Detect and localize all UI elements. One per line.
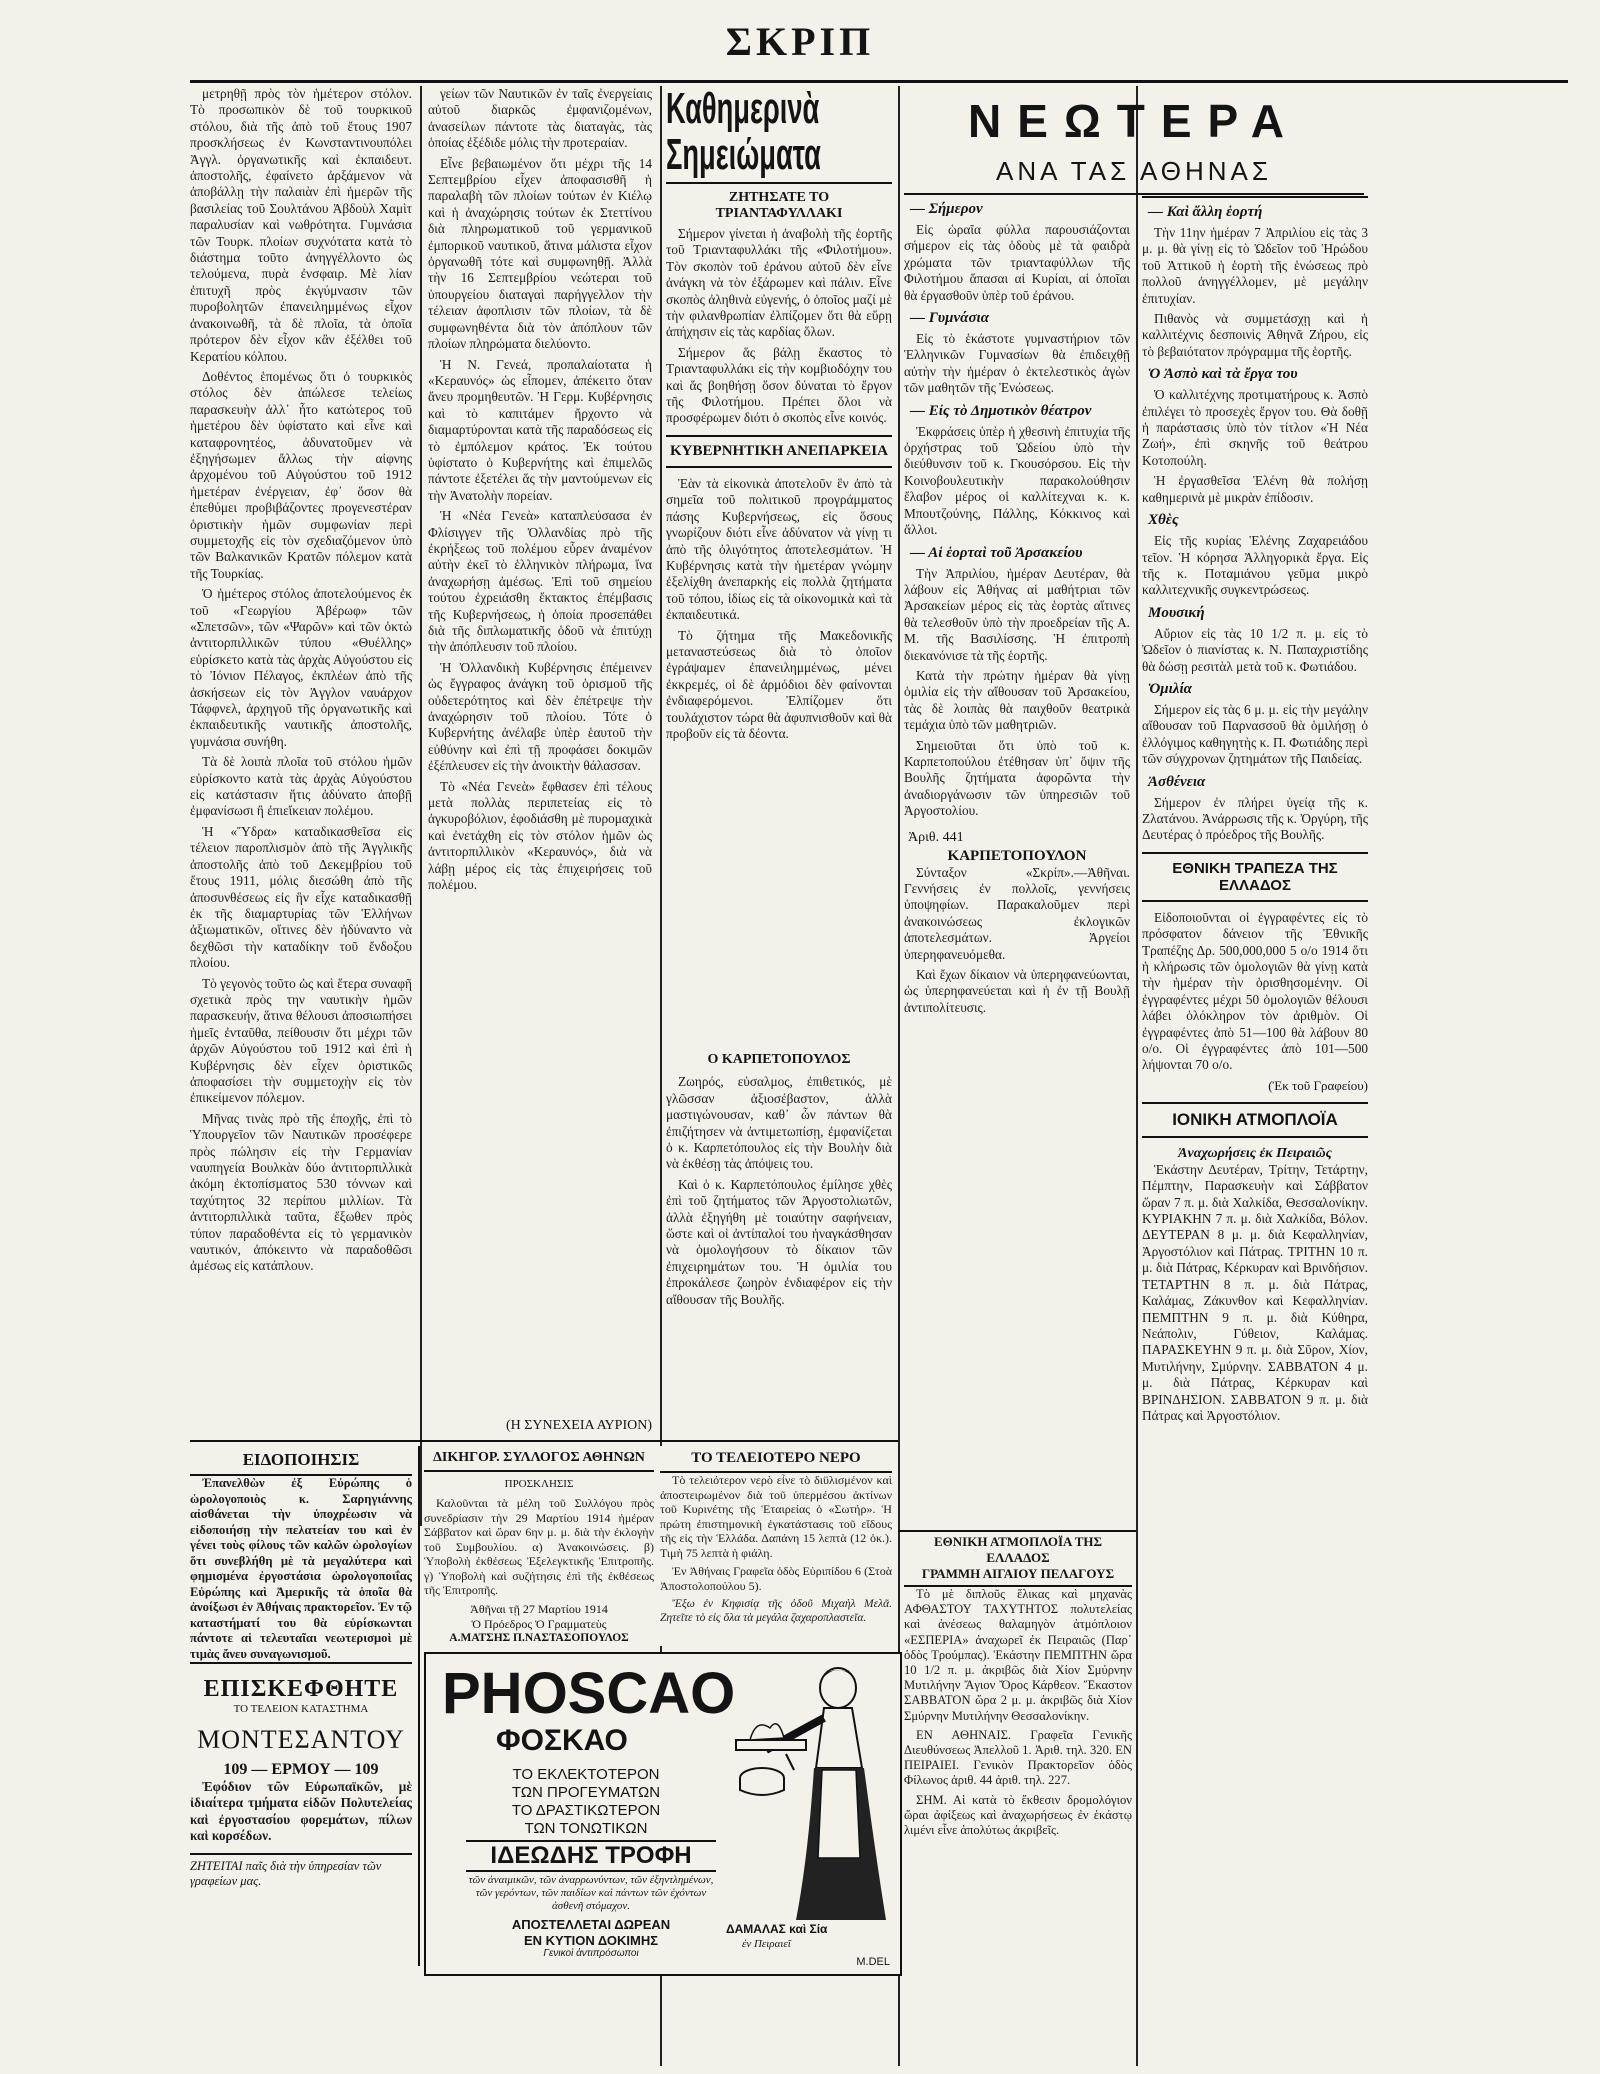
news-paragraph: Σημειοῦται ὅτι ὑπὸ τοῦ κ. Καρπετοπούλου ἐτέθησαν ὑπ᾿ ὄψιν τῆς Βουλῆς ζητήματα ἀφορῶντα τὴν ἀναδιοργάνωσιν τῶν ὑπηρεσιῶν τοῦ Ἀργοστολίου. [904, 737, 1130, 819]
article-column-1 [190, 86, 412, 1446]
news-subtitle: ΑΝΑ ΤΑΣ ΑΘΗΝΑΣ [904, 156, 1364, 195]
ad-subtitle: ΤΟ ΤΕΛΕΙΟΝ ΚΑΤΑΣΤΗΜΑ [233, 1703, 369, 1715]
news-title: ΝΕΩΤΕΡΑ [967, 95, 1301, 147]
bank-notice-title: ΕΘΝΙΚΗ ΤΡΑΠΕΖΑ ΤΗΣ ΕΛΛΑΔΟΣ [1142, 852, 1368, 902]
news-paragraph: Τὴν Ἀπριλίου, ἡμέραν Δευτέραν, θὰ λάβουν εἰς Ἀθήνας αἱ μαθήτριαι τῶν Ἀρσακείων μέρος εἰς τὰς ἑορτὰς αἵτινες θὰ τελεσθοῦν ὑπὸ τὴν προεδρείαν τῆς Α. Μ. τῆς Βασιλίσσης. Ἡ ἐπιτροπὴ διεκανόνισε τὰ τῆς ἑορτῆς. [904, 565, 1130, 663]
section-title: Καθημερινὰ Σημειώματα [666, 84, 821, 179]
tagline: ΤΟ ΔΡΑΣΤΙΚΩΤΕΡΟΝ [511, 1802, 661, 1819]
news-heading: Ὁ Ἀσπὸ καὶ τὰ ἔργα του [1148, 366, 1298, 383]
ad-footer: Ἔξω ἐν Κηφισίᾳ τῆς ὁδοῦ Μιχαὴλ Μελᾶ. Ζητεῖτε τὸ εἰς ὅλα τὰ μεγάλα ζαχαροπλαστεῖα. [660, 1598, 892, 1624]
telegram-text: Σύνταξον «Σκρίπ».—Ἀθῆναι. Γεννήσεις ἐν πολλοῖς, γεννήσεις ὑποψηφίων. Παρακαλοῦμεν περὶ ἀνακοινώσεως ἐκλογικῶν ἀποτελεσμάτων. Ἀργείοι ὑπερηφανευόμεθα. [904, 864, 1130, 962]
telegram-recipient: ΚΑΡΠΕΤΟΠΟΥΛΟΝ [947, 847, 1087, 864]
news-heading: — Σήμερον [910, 201, 983, 217]
notice-title: ΕΙΔΟΠΟΙΗΣΙΣ [190, 1446, 412, 1476]
ad-address: ΕΝ ΑΘΗΝΑΙΣ. Γραφεῖα Γενικῆς Διευθύνσεως Ἀπελλοῦ 1. Ἀριθ. τηλ. 320. ΕΝ ΠΕΙΡΑΙΕΙ. Γενικὸν Πρακτορεῖον ὁδὸς Φίλωνος ἀριθ. 44 ἀριθ. τηλ. 227. [904, 1727, 1132, 1788]
water-ad [660, 1446, 892, 1646]
agents-label: Γενικοὶ ἀντιπρόσωποι [543, 1948, 639, 1959]
news-heading: — Αἱ ἑορταὶ τοῦ Ἀρσακείου [910, 544, 1083, 561]
maid-illustration-icon [726, 1658, 896, 1928]
article-paragraph: Δοθέντος ἑπομένως ὅτι ὁ τουρκικὸς στόλος δὲν ἀπώλεσε τελείως παρασκευὴν ἀλλ᾿ ἦτο κατώτερος τοῦ ἡμετέρου δὲν ὑφίστατο καὶ εἶνε καὶ καταφρονητέος, ἀδυνατοῦμεν νὰ ἐξηγήσωμεν ἄλλως τὴν αἰφνης ἀρχομένου τοῦ Αὐγούστου τοῦ 1912 ἡμετέραν ἐνέργειαν, ἐφ᾿ ὅσον θὰ ἐπεθύμει προβιβάζοντες προγενεστέραν ὁριστικὴν ἡμῶν συμφωνίαν περὶ συμμετοχῆς εἰς τὸν σχεδιαζόμενον ὑπὸ τῶν Βαλκανικῶν Κρατῶν πόλεμον κατὰ τῆς Τουρκίας. [190, 368, 412, 581]
ad-subtitle: ΓΡΑΜΜΗ ΑΙΓΑΙΟΥ ΠΕΛΑΓΟΥΣ [904, 1566, 1132, 1587]
ad-text: Τὸ τελειότερον νερὸ εἶνε τὸ διϋλισμένον καὶ ἀποστειρωμένον διὰ τοῦ ὑπερμέσου ἀκτίνων τοῦ Κυρινέτης τῆς Ἑταιρείας ὁ «Σωτήρ». Ἡ πρώτη ἐπιστημονικὴ ἐγκατάστασις τοῦ εἴδους τῆς εἰς τὴν Ἑλλάδα. Δαπάνη 15 λεπτὰ (12 ὀκ.). Τιμὴ 75 λεπτὰ ἡ φιάλη. [660, 1473, 892, 1560]
notice-text: Καλοῦνται τὰ μέλη τοῦ Συλλόγου πρὸς συνεδρίασιν τὴν 29 Μαρτίου 1914 ἡμέραν Σάββατον καὶ ὥραν 6ην μ. μ. διὰ τὴν ἐκλογὴν τοῦ Συμβουλίου. α) Ἀνακοινώσεις. β) Ὑποβολὴ ἐκθέσεως Ἐξελεγκτικῆς Ἐπιτροπῆς. γ) Ὑποβολὴ καὶ συζήτησις ἐπὶ τῆς ἐκθέσεως τῆς Ἐπιτροπῆς. [424, 1496, 654, 1597]
tagline: ΤΟ ΕΚΛΕΚΤΟΤΕΡΟΝ [512, 1766, 660, 1783]
article-paragraph: Ἡ «Ὕδρα» καταδικασθεῖσα εἰς τέλειον παροπλισμὸν ἀπὸ τῆς Ἀγγλικῆς ἀποστολῆς ἀπὸ τοῦ Δεκεμβρίου τοῦ ἔτους 1911, μόλις διεσώθη ἀπὸ τῆς ἀποσυνθέσεως εἰς ἣν εἶχε καταδικασθῇ ἐκ τῆς διαμαρτυρίας τῶν Ἑλλήνων ἀξιωματικῶν, οἵτινες δὲν ἠδύναντο νὰ δεχθῶσι τὴν καταδίκην τοῦ ἔνδοξου πλοίου. [190, 823, 412, 971]
ad-title: ΕΘΝΙΚΗ ΑΤΜΟΠΛΟΪΑ ΤΗΣ ΕΛΛΑΔΟΣ [934, 1534, 1102, 1565]
news-paragraph: Ἐκφράσεις ὑπὲρ ἡ χθεσινὴ ἐπιτυχία τῆς ὀρχήστρας τοῦ Ὠδείου ὑπὸ τὴν διεύθυνσιν τοῦ κ. Γκουσόρσου. Εἰς τὴν Κοινοβουλευτικὴν παρακολούθησιν ἔλαβον μέρος οἱ καλλίτεχναι κ. κ. Μπουτζούνης, Πάλλης, Κόκκινος καὶ ἄλλοι. [904, 423, 1130, 538]
tagline: ΤΩΝ ΠΡΟΓΕΥΜΑΤΩΝ [511, 1784, 661, 1801]
article-paragraph: Καὶ ὁ κ. Καρπετόπουλος ἐμίλησε χθὲς ἐπὶ τοῦ ζητήματος τῶν Ἀργοστολιωτῶν, ἀλλὰ ἐξηγήθη μὲ τοιαύτην σαφήνειαν, ὥστε καὶ οἱ ἀντίπαλοί του ἠναγκάσθησαν νὰ ὁμολογήσουν τὸ δίκαιον τῶν ἐπιχειρημάτων του. Ἡ ὁμιλία του ἐπροκάλεσε ζωηρὸν ἐνδιαφέρον εἰς τὴν αἴθουσαν τῆς Βουλῆς. [666, 1176, 892, 1307]
column-divider [1136, 86, 1138, 2066]
tagline: ΤΩΝ ΤΟΝΩΤΙΚΩΝ [524, 1820, 648, 1837]
notice-title: ΔΙΚΗΓΟΡ. ΣΥΛΛΟΓΟΣ ΑΘΗΝΩΝ [424, 1446, 654, 1472]
news-paragraph: Ἡ ἐργασθεῖσα Ἑλένη θὰ πολήσῃ καθημερινὰ μὲ μικρὰν ἐπίδοσιν. [1142, 473, 1368, 505]
news-heading: — Εἰς τὸ Δημοτικὸν θέατρον [910, 402, 1092, 419]
notice-text: Ἐπανελθὼν ἐξ Εὐρώπης ὁ ὡρολογοποιὸς κ. Σαρηγιάννης αἰσθάνεται τὴν ὑποχρέωσιν νὰ εἰδοποιήσῃ τὴν πελατείαν του καὶ ἐν γένει τοὺς φίλους τῶν καλῶν ὡρολογίων ὅτι συνεβλήθη μὲ τὰ μεγαλύτερα καὶ φημισμένα ἐργοστάσια ὡρολογοποιΐας Εὐρώπης καὶ Ἀμερικῆς τὰ ὁποῖα θὰ ἀνοίξωσι ἐν Ἀθήναις πρακτορεῖον. Ἐν τῷ καταστήματί του θὰ εὑρίσκωνται πάντοτε αἱ τελευταῖαι νεωτερισμοὶ μὲ τιμὰς ἄνευ συναγωνισμοῦ. [190, 1476, 412, 1661]
column-divider [420, 86, 422, 1526]
article-paragraph: Σήμερον γίνεται ἡ ἀναβολὴ τῆς ἑορτῆς τοῦ Τριανταφυλλάκι τῆς «Φιλοτήμου». Τὸν σκοπὸν τοῦ ἐράνου αὐτοῦ δὲν εἶνε ἀνάγκη νὰ τὸν ἐξάρωμεν καὶ πάλιν. Εἶνε σκοπὸς ἀληθινὰ εὐγενής, ὁ ὁποῖος μαζί μὲ τὴν φιλανθρωπίαν ἐλπίζομεν ὅτι θὰ εὕρῃ ἀπήχησιν εἰς τὰς καρδίας ὅλων. [666, 226, 892, 340]
ad-note: ΣΗΜ. Αἱ κατὰ τὸ ἔκθεσιν δρομολόγιον ὥραι ἀφίξεως καὶ ἀναχωρήσεως ἐν ἑκάστῳ λιμένι εἶνε ἀπολύτως ἀκριβεῖς. [904, 1792, 1132, 1838]
watchmaker-notice [190, 1446, 412, 1661]
news-heading: Χθὲς [1148, 512, 1179, 529]
article-paragraph: Σήμερον ἅς βάλῃ ἕκαστος τὸ Τριανταφυλλάκι εἰς τὴν κομβιοδόχην του καὶ ἅς βοηθήσῃ ὅσον δύναται τὸ ἔργον τῆς Φιλοτήμου. Πρέπει ὅλοι νὰ προσφέρωμεν διότι ὁ σκοπὸς εἶνε κοινός. [666, 344, 892, 426]
notice-names: Α.ΜΑΤΣΗΣ Π.ΝΑΣΤΑΣΟΠΟΥΛΟΣ [449, 1631, 629, 1644]
free-sample-line: ΕΝ ΚΥΤΙΟΝ ΔΟΚΙΜΗΣ [523, 1933, 659, 1948]
news-paragraph: Πιθανὸς νὰ συμμετάσχῃ καὶ ἡ καλλιτέχνις δεσποινὶς Ἀθηνᾶ Ζήρου, εἰς τὸ βεβαιότατον πρόγραμμα τῆς ἑορτῆς. [1142, 311, 1368, 359]
lawyers-association-notice [424, 1446, 654, 1646]
masthead: ΣΚΡΙΠ [725, 19, 875, 64]
article-heading: ΚΥΒΕΡΝΗΤΙΚΗ ΑΝΕΠΑΡΚΕΙΑ [666, 435, 892, 468]
news-paragraph: Εἰς τῆς κυρίας Ἑλένης Ζαχαρειάδου τεῖον. Ἡ κόρησα Ἀλληγορικὰ ἔργα. Εἰς τῆς κ. Ποταμιάνου γεῦμα μικρὸ καλλιτεχνικῆς συγκεντρώσεως. [1142, 533, 1368, 598]
store-address: 109 — ΕΡΜΟΥ — 109 [223, 1761, 379, 1778]
article-paragraph: μετρηθῇ πρὸς τὸν ἡμέτερον στόλον. Τὸ προσωπικὸν δὲ τοῦ τουρκικοῦ στόλου, διὰ τῆς ἀπὸ τοῦ ἔτους 1907 προσκλήσεως ἐν Κωνσταντινουπόλει Ἀγγλ. ὀργανωτικῆς καὶ ἐκπαιδευτ. ἀποστολῆς, ἐφαίνετο ἀρξάμενον νὰ ἀποβάλλῃ τὴν παλαιὰν ἐπὶ ἡμερῶν τῆς βασιλείας τοῦ Σουλτάνου Ἀβδοὺλ Χαμὶτ παραλυσίαν καὶ νωθρότητα. Γυμνάσια τῶν Τουρκ. πλοίων συχνότατα κατὰ τὸ διάστημα τοῦτο ἀνηγγέλλοντο ὡς τελούμενα, πυρὰ ἐνσφαιρ. Μὲ λίαν ἐπιτυχῆ πρὸς ἐκγύμνασιν τῶν πυροβολητῶν ἐπανειλημμένως εἶχον ἀνακοινωθῆ, τὰ δὲ πλοῖα, τὰ ὁποῖα πρότερον δὲν εἶχον κἂν ἐξέλθει τοῦ Κερατίου κόλπου. [190, 86, 412, 364]
article-heading: ΖΗΤΗΣΑΤΕ ΤΟ ΤΡΙΑΝΤΑΦΥΛΛΑΚΙ [715, 190, 843, 221]
bank-notice-text: Εἰδοποιοῦνται οἱ ἐγγραφέντες εἰς τὸ πρόσφατον δάνειον τῆς Ἐθνικῆς Τραπέζης Δρ. 500,000,000 5 ο/ο 1914 ὅτι ἡ κλήρωσις τῶν ὁμολογιῶν θὰ γίνῃ κατὰ τὴν ἡμέραν τὴν ὁρισθησομένην. Οἱ ἐγγραφέντες μέχρι 50 ὁμολογιῶν θέλουσι λάβει ὁλόκληρον τὸν ἀριθμὸν. Οἱ ἐγγραφέντες ἀπὸ 51—100 θὰ λάβουν 80 ο/ο. Οἱ ἐγγραφέντες ἀπὸ 101—500 λήψονται 70 ο/ο. [1142, 909, 1368, 1073]
section-header [666, 86, 892, 184]
article-paragraph: Μῆνας τινὰς πρὸ τῆς ἐποχῆς, ἐπὶ τὸ Ὑπουργεῖον τῶν Ναυτικῶν προσέφερε πρὸς πώλησιν εἰς τὴν Γερμανίαν ναυπηγεία Βουλκὰν δύο ἀντιτορπιλλικὰ ἀκόμη ἐκτοπίσματος 530 τόννων καὶ ταχύτητος 32 περίπου μιλλίων. Τὰ ἀντιτορπιλλικὰ ταῦτα, ἔξωθεν πρὸς τύπον παραδοθέντα εἰς τὸ γερμανικὸν ναυτικόν, ἀπόκειντο νὰ παραδοθῶσι ἀμέσως εἰς κατάπλουν. [190, 1110, 412, 1274]
phoscao-ad [424, 1652, 902, 1976]
top-rule [190, 80, 1568, 83]
news-heading: Ἀσθένεια [1148, 773, 1206, 790]
store-name: ΜΟΝΤΕΣΑΝΤΟΥ [197, 1725, 405, 1754]
news-heading: — Γυμνάσια [910, 310, 990, 327]
ionian-line-title: ΙΟΝΙΚΗ ΑΤΜΟΠΛΟΪΑ [1142, 1102, 1368, 1138]
article-paragraph: Εἶνε βεβαιωμένον ὅτι μέχρι τῆς 14 Σεπτεμβρίου εἶχεν ἀποφασισθῆ ἡ παραλαβὴ τῶν πλοίων τούτων ἐν Κιέλῳ καὶ ἡ ἀναχώρησις τούτων ἐκ Στεττίνου διὰ πληρωματικοῦ τοῦ γερμανικοῦ ἐμπορικοῦ ναυτικοῦ, ἅτινα μάλιστα εἶχον ὀργανωθῆ τότε καὶ συμφωνηθῇ. Ἀλλὰ τὴν 16 Σεπτεμβρίου νεώτεραι τοῦ ὑπουργείου διαταγαὶ παρήγγελλον τὴν τέλειαν ἀφοπλισιν τῶν πλοίων, τὰ δὲ συμφωνηθέντα διὰ τὸν ἀπόπλουν τῶν πλοίων πληρώματα διελύοντο. [428, 155, 652, 352]
news-paragraph: Ὁ καλλιτέχνης προτιματήρους κ. Ἀσπὸ ἐπιλέγει τὸ προσεχὲς ἔργον του. Θὰ δοθῇ ἡ παράστασις ὑπὸ τὸν τίτλον «Ἡ Νέα Ζωή», ἐπὶ σκηνῆς τοῦ θεάτρου Κοτοπούλη. [1142, 387, 1368, 468]
brand-latin: PHOSCAO [442, 1661, 736, 1726]
news-column-right [1142, 86, 1368, 2066]
notice-signers: Ὁ Πρόεδρος Ὁ Γραμματεὺς [471, 1616, 607, 1631]
free-sample-line: ΑΠΟΣΤΕΛΛΕΤΑΙ ΔΩΡΕΑΝ [511, 1917, 671, 1932]
notice-date: Ἀθῆναι τῇ 27 Μαρτίου 1914 [470, 1601, 608, 1616]
article-paragraph: γείων τῶν Ναυτικῶν ἐν ταῖς ἐνεργείαις αὐτοῦ διαρκῶς ἐμφανιζομένων, ἀνασείλων πάντοτε τὰς διαταγὰς, τὰς ὁποίας ἐξέδιδε μόλις τὴν προτεραίαν. [428, 86, 652, 151]
ad-text: Ἐφόδιον τῶν Εὐρωπαϊκῶν, μὲ ἰδιαίτερα τμήματα εἰδῶν Πολυτελείας καὶ ἐργοστασίου φορεμάτων, πίλων καὶ κορσέδων. [190, 1779, 412, 1844]
ad-address: Ἐν Ἀθήναις Γραφεῖα ὁδὸς Εὐριπίδου 6 (Στοὰ Ἀποστολοπούλου 5). [660, 1564, 892, 1593]
steamship-ad [904, 1534, 1132, 1974]
news-paragraph: Κατὰ τὴν πρώτην ἡμέραν θὰ γίνῃ ὁμιλία εἰς τὴν αἴθουσαν τοῦ Ἀρσακείου, τὰς δὲ λοιπὰς θὰ παιχθοῦν θεατρικὰ τεμάχια ὑπὸ τῶν μαθητριῶν. [904, 667, 1130, 733]
article-paragraph: Ζωηρός, εὐσαλμος, ἐπιθετικός, μὲ γλῶσσαν ἀξιοσέβαστον, ἀλλὰ μαστιγώνουσαν, καθ᾿ ὧν πάντων θὰ ἐπιζήτησεν νὰ ἀντιμετωπίσῃ, ἐμφανίζεται ὁ κ. Καρπετόπουλος εἰς τὴν Βουλὴν διὰ νὰ ἐκθέσῃ τὰς ἀπόψεις του. [666, 1074, 892, 1172]
news-heading: — Καὶ ἄλλη ἑορτή [1148, 204, 1263, 220]
news-paragraph: Εἰς τὸ ἑκάστοτε γυμναστήριον τῶν Ἑλληνικῶν Γυμνασίων θὰ ἐπιδειχθῇ αὐτὴν τὴν ἡμέραν ὁ ἐκτελεστικὸς ἀγὼν τῶν μαθητῶν τῆς Ἐνώσεως. [904, 331, 1130, 396]
article-paragraph: Ἐὰν τὰ εἰκονικὰ ἀποτελοῦν ἓν ἀπὸ τὰ σημεῖα τοῦ πολιτικοῦ προγράμματος πάσης Κυβερνήσεως, εἰς ὅσους γνωρίζουν διότι εἶνε ἀδύνατον νὰ γίνῃ τι ἀπὸ τῆς ὀλιγότητος ἀποτελεσμάτων. Ἡ Κυβέρνησις κατὰ τὴν ἡμετέραν γνώμην ἐξελίχθη ἀνεπαρκής εἰς πολλὰ ζητήματα τοῦ τόπου, ἰδίως εἰς τὰ οἰκονομικὰ καὶ τὰ ἐκπαιδευτικά. [666, 475, 892, 623]
article-paragraph: Τὸ «Νέα Γενεὰ» ἔφθασεν ἐπὶ τέλους μετὰ πολλὰς περιπετείας εἰς τὸ ἀγκυροβόλιον, ἐφοδιάσθη μὲ πυρομαχικὰ καὶ ἐνετάχθη εἰς τὸν στόλον ἡμῶν ὡς ἀντιτορπιλλικὸν «Κεραυνός», διὰ νὰ λάβῃ μέρος εἰς τὰς ἐπιχειρήσεις τοῦ πολέμου. [428, 778, 652, 893]
ad-description: τῶν ἀναιμικῶν, τῶν ἀναρρωνύντων, τῶν ἐξηντλημένων, τῶν γερόντων, τῶν παιδίων καὶ πάντων τῶν ἐχόντων ἀσθενῆ στόμαχον. [468, 1874, 714, 1912]
news-paragraph: Τὴν 11ην ἡμέραν 7 Ἀπριλίου εἰς τὰς 3 μ. μ. θὰ γίνῃ εἰς τὸ Ὠδεῖον τοῦ Ἡρώδου τοῦ Ἀττικοῦ ἡ ἑορτὴ τῆς ἑνώσεως πρὸ πολλοῦ ἀνηγγέλλομεν, μὲ μεγάλην ἐπιτυχίαν. [1142, 225, 1368, 306]
agent-name: ΔΑΜΑΛΑΣ καὶ Σία [726, 1922, 828, 1936]
spacer [666, 746, 892, 1046]
news-paragraph: Εἰς ὡραῖα φύλλα παρουσιάζονται σήμερον εἰς τὰς ὁδοὺς μὲ τὰ φαιδρὰ χρώματα τῶν τριανταφύλλων τῆς Φιλοτήμου ἅπασαι αἱ Κυρίαι, αἱ ὁποῖαι θὰ ἐργασθοῦν ὑπὲρ τοῦ ἐράνου. [904, 222, 1130, 303]
ideal-food-slogan: ΙΔΕΩΔΗΣ ΤΡΟΦΗ [466, 1840, 716, 1872]
article-paragraph: Τὸ γεγονὸς τοῦτο ὡς καὶ ἕτερα συναφῆ σχετικὰ πρὸς την ναυτικὴν ἡμῶν παρασκευήν, ἅτινα θέλουσι ἀποσιωπήσει ἡμεῖς ἐνταῦθα, πείθουσιν ὅτι μέχρι τῶν ἀρχῶν Αὐγούστου τοῦ 1912 καὶ ἐπὶ ἡ Κυβέρνησις δὲν εἶχεν ὁριστικῶς ἀποφασίσει τὴν συμμετοχὴν εἰς τὸν ἐπικείμενον πόλεμον. [190, 975, 412, 1106]
tagline-block [456, 1766, 716, 1838]
article-paragraph: Τὰ δὲ λοιπὰ πλοῖα τοῦ στόλου ἡμῶν εὑρίσκοντο κατὰ τὰς ἀρχὰς Αὐγούστου εἰς κατάστασιν ἥτις ἀδύνατο ἀποβῇ ἐμφανίσωσι ἢ ἐπιεἴκειαν πολέμου. [190, 754, 412, 819]
article-column-2 [428, 86, 652, 1426]
telegram-number: Ἀριθ. 441 [908, 829, 964, 845]
bank-notice-sign: (Ἐκ τοῦ Γραφείου) [1268, 1077, 1368, 1093]
ionian-line-text: Ἑκάστην Δευτέραν, Τρίτην, Τετάρτην, Πέμπτην, Παρασκευὴν καὶ Σάββατον ὥραν 7 π. μ. διὰ Χαλκίδα, Θεσσαλονίκην. ΚΥΡΙΑΚΗΝ 7 π. μ. διὰ Χαλκίδα, Βόλον. ΔΕΥΤΕΡΑΝ 8 μ. μ. διὰ Κεφαλληνίαν, Ἀργοστόλιον καὶ Πάτρας. ΤΡΙΤΗΝ 10 π. μ. διὰ Πάτρας, Κέρκυραν καὶ Βρινδήσιον. ΤΕΤΑΡΤΗΝ 8 π. μ. διὰ Πάτρας, Καλάμας, Ζάκυνθον καὶ Κεφαλληνίαν. ΠΕΜΠΤΗΝ 9 π. μ. διὰ Κύθηρα, Νεάπολιν, Γύθειον, Καλάμας. ΠΑΡΑΣΚΕΥΗΝ 9 π. μ. διὰ Σῦρον, Χίον, Μυτιλήνην, Σμύρνην. ΣΑΒΒΑΤΟΝ 4 μ. μ. διὰ Πάτρας, Κέρκυραν καὶ ΒΡΙΝΔΗΣΙΟΝ. ΣΑΒΒΑΤΟΝ 9 π. μ. διὰ Πάτρας καὶ Ἀργοστόλιον. [1142, 1161, 1368, 1423]
article-heading: Ο ΚΑΡΠΕΤΟΠΟΥΛΟΣ [707, 1052, 851, 1068]
news-paragraph: Σήμερον εἰς τὰς 6 μ. μ. εἰς τὴν μεγάλην αἴθουσαν τοῦ Παρνασσοῦ θὰ ὁμιλήσῃ ὁ ἐλλόγιμος καθηγητὴς κ. Π. Φωτιάδης περὶ τῶν σύγχρονων ζητημάτων τῆς Παιδείας. [1142, 701, 1368, 767]
ad-text: Τὸ μὲ διπλοῦς ἕλικας καὶ μηχανὰς ΑΦΘΑΣΤΟΥ ΤΑΧΥΤΗΤΟΣ πολυτελείας καὶ ἀνέσεως θαλαμηγὸν ἀτμόπλοιον «ΕΣΠΕΡΙΑ» ἀναχωρεῖ ἐκ Πειραιῶς (Παρ᾿ ὁδὸς Τρούμπας). Ἑκάστην ΠΕΜΠΤΗΝ ὥρα 10 1/2 π. μ. ἀκριβῶς διὰ Χίον Σμύρνην Μυτιλήνην Ἄγιον Ὄρος Κάρθεον. Ἕκαστον ΣΑΒΒΑΤΟΝ ὥρα 2 μ. μ. ἀκριβῶς διὰ Χίον Σμύρνην Μυτιλήνην Θεσσαλονίκην. [904, 1587, 1132, 1723]
article-paragraph: Ὁ ἡμέτερος στόλος ἀποτελούμενος ἐκ τοῦ «Γεωργίου Ἀβέρωφ» τῶν «Σπετσῶν», τῶν «Ψαρῶν» καὶ τῶν ὀκτὼ ἀντιτορπιλλικῶν τύπου «Θυέλλης» εὑρίσκετο κατὰ τὰς ἀρχὰς Αὐγούστου εἰς τὸ Ἰόνιον Πέλαγος, ἐκπλέων ἀπὸ τῆς ἀσκήσεων εἰς τὸν Ἀγγλον ναυάρχον Τάφφνελ, ἀρχηγοῦ τῆς ὀργανωτικῆς καὶ ἐκπαιδευτικῆς ναυτικῆς ἀποστολῆς, γυμνάσια συνήθη. [190, 586, 412, 749]
ad-divider [898, 1530, 1136, 1532]
header-spacer [1142, 86, 1368, 198]
news-paragraph: Σήμερον ἐν πλήρει ὑγείᾳ τῆς κ. Ζλατάνου. Ἀνάρρωσις τῆς κ. Ὀργύρη, τῆς Δευτέρας ὁ πρόεδρος τῆς Βουλῆς. [1142, 794, 1368, 843]
ad-title: ΤΟ ΤΕΛΕΙΟΤΕΡΟ ΝΕΡΟ [660, 1446, 892, 1473]
agent-city: ἐν Πειραιεῖ [742, 1938, 791, 1950]
news-heading: Ὁμιλία [1148, 680, 1192, 697]
artist-signature: M.DEL [856, 1956, 890, 1968]
ad-divider [418, 1446, 420, 1966]
ionian-line-subtitle: Ἀναχωρήσεις ἐκ Πειραιῶς [1178, 1145, 1332, 1161]
ad-title: ΕΠΙΣΚΕΦΘΗΤΕ [203, 1676, 399, 1702]
montesantou-ad [190, 1662, 412, 1964]
news-heading: Μουσική [1148, 604, 1205, 621]
telegram-text: Καὶ ἔχων δίκαιον νὰ ὑπερηφανεύωνται, ὡς ὑπερηφανεύεται καὶ ἡ ἐν τῇ Βουλῇ ἀντιπολίτευσις. [904, 967, 1130, 1015]
news-paragraph: Αὔριον εἰς τὰς 10 1/2 π. μ. εἰς τὸ Ὠδεῖον ὁ πιανίστας κ. Ν. Παπαχριστίδης θὰ δώσῃ ρεσιτὰλ μετὰ τοῦ κ. Φωτιάδου. [1142, 625, 1368, 674]
brand-greek: ΦΟΣΚΑΟ [496, 1724, 628, 1757]
article-paragraph: Ἡ «Νέα Γενεὰ» καταπλεύσασα ἐν Φλίσιγγεν τῆς Ὀλλανδίας πρὸ τῆς ἐκρήξεως τοῦ πολέμου εὗρεν ἀναμένον αὐτὴν ἐκεῖ τὸ ἑλληνικὸν πλήρωμα, ἵνα ἀναχωρήσῃ ἀμέσως. Ἐπὶ τοῦ σημείου τούτου ἐχρειάσθη ἔκτακτος ἐπέμβασις τῆς Κυβερνήσεως, ἡ ὁποία προσεπάθει διὰ τῆς διπλωματικῆς ὁδοῦ νὰ ἐπιτύχῃ τὴν ἀπόπλευσιν τοῦ πλοίου. [428, 508, 652, 655]
wanted-notice: ΖΗΤΕΙΤΑΙ παῖς διὰ τὴν ὑπηρεσίαν τῶν γραφείων μας. [190, 1853, 412, 1889]
article-paragraph: Τὸ ζήτημα τῆς Μακεδονικῆς μεταναστεύσεως διὰ τὸ ὁποῖον ἐγράψαμεν ἐπανειλημμένως, μένει ἐκκρεμές, οἱ δὲ ἀρμόδιοι δὲν φαίνονται ἐνδιαφερόμενοι. Ἐλπίζομεν ὅτι τουλάχιστον τώρα θὰ ἀφυπνισθοῦν καὶ θὰ προβοῦν εἰς τὰ δέοντα. [666, 627, 892, 741]
notice-subtitle: ΠΡΟΣΚΛΗΣΙΣ [504, 1478, 574, 1490]
continued-note: (Η ΣΥΝΕΧΕΙΑ ΑΥΡΙΟΝ) [505, 1418, 652, 1433]
article-paragraph: Ἡ Ν. Γενεά, προπαλαίοτατα ἡ «Κεραυνός» ὡς εἶπομεν, ἀπέκειτο ὅταν ἄνευ προμηθευτῶν. Ἡ Γερμ. Κυβέρνησις καὶ τὸ καπιτάμεν ἤρχοντο νὰ διαμαρτύρονται κατὰ τῆς παραδόσεως εἰς τὸ ἐμπόλεμον κράτος. Ἐκ τούτου ὑφίστατο ὁ Κυβερνήτης καὶ ἐπιμελῶς πάντοτε ἐξετέλει ἅς τὴν μαντούμενων εἰς τὴν Ἀνατολὴν πορείαν. [428, 356, 652, 503]
article-paragraph: Ἡ Ὀλλανδικὴ Κυβέρνησις ἐπέμεινεν ὡς ἔγγραφος ἀνάγκη τοῦ ὁρισμοῦ τῆς οὐδετερότητος καὶ δὲν ἐπέτρεψε τὴν ἀναχώρησιν τοῦ πλοίου. Τότε ὁ Κυβερνήτης ἀνέλαβε ὑπὲρ ἑαυτοῦ τὴν εὐθύνην καὶ ἐπὶ τῇ προφάσει δοκιμῶν ἐξέπλευσεν εἰς τὴν ἀνοικτὴν θάλασσαν. [428, 659, 652, 774]
ad-divider [190, 1440, 898, 1442]
